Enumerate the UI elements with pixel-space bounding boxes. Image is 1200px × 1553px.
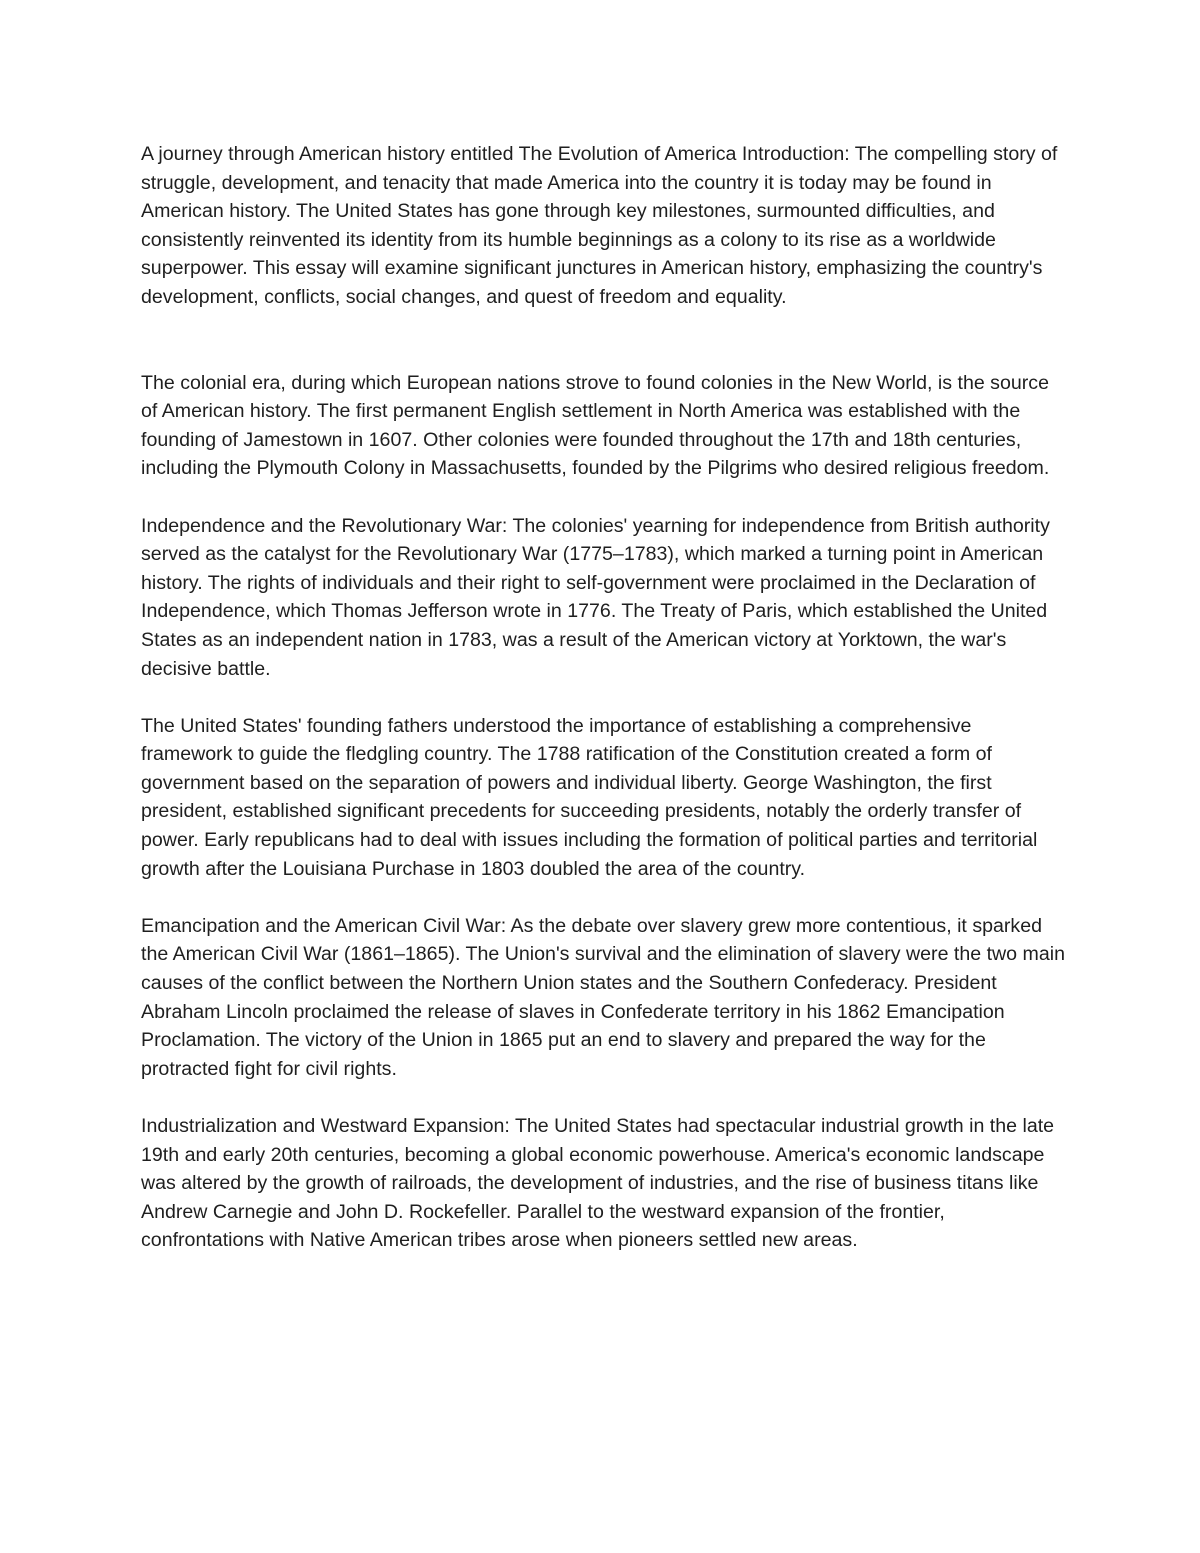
paragraph-colonial-era: The colonial era, during which European nations strove to found colonies in the New World, is the source of American history. The first permanent English settlement in North America was established with the founding of Jamestown in 1607. Other colonies were founded throughout the 17th and 18th centuries, including the Plymouth Colony in Massachusetts, founded by the Pilgrims who desired religious freedom. xyxy=(141,371,1050,480)
paragraph-founding-fathers: The United States' founding fathers understood the importance of establishing a comprehensive framework to guide the fledgling country. The 1788 ratification of the Constitution created a form of government based on the separation of powers and individual liberty. George Washington, the first president, established significant precedents for succeeding presidents, notably the orderly transfer of power. Early republicans had to deal with issues including the formation of political parties and territorial growth after the Louisiana Purchase in 1803 doubled the area of the country. xyxy=(141,714,1038,880)
paragraph-introduction: A journey through American history entitled The Evolution of America Introduction: The compelling story of struggle, development, and tenacity that made America into the country it is today may be found in American history. The United States has gone through key milestones, surmounted difficulties, and consistently reinvented its identity from its humble beginnings as a colony to its rise as a worldwide superpower. This essay will examine significant junctures in American history, emphasizing the country's development, conflicts, social changes, and quest of freedom and equality. xyxy=(141,143,1058,308)
paragraph-civil-war: Emancipation and the American Civil War: As the debate over slavery grew more contentious, it sparked the American Civil War (1861–1865). The Union's survival and the elimination of slavery were the two main causes of the conflict between the Northern Union states and the Southern Confederacy. President Abraham Lincoln proclaimed the release of slaves in Confederate territory in his 1862 Emancipation Proclamation. The victory of the Union in 1865 put an end to slavery and prepared the way for the protracted fight for civil rights. xyxy=(141,914,1065,1080)
paragraph-revolutionary-war: Independence and the Revolutionary War: The colonies' yearning for independence from British authority served as the catalyst for the Revolutionary War (1775–1783), which marked a turning point in American history. The rights of individuals and their right to self-government were proclaimed in the Declaration of Independence, which Thomas Jefferson wrote in 1776. The Treaty of Paris, which established the United States as an independent nation in 1783, was a result of the American victory at Yorktown, the war's decisive battle. xyxy=(141,514,1050,680)
document-body xyxy=(141,140,1066,1284)
paragraph-industrialization: Industrialization and Westward Expansion: The United States had spectacular industrial growth in the late 19th and early 20th centuries, becoming a global economic powerhouse. America's economic landscape was altered by the growth of railroads, the development of industries, and the rise of business titans like Andrew Carnegie and John D. Rockefeller. Parallel to the westward expansion of the frontier, confrontations with Native American tribes arose when pioneers settled new areas. xyxy=(141,1115,1055,1252)
